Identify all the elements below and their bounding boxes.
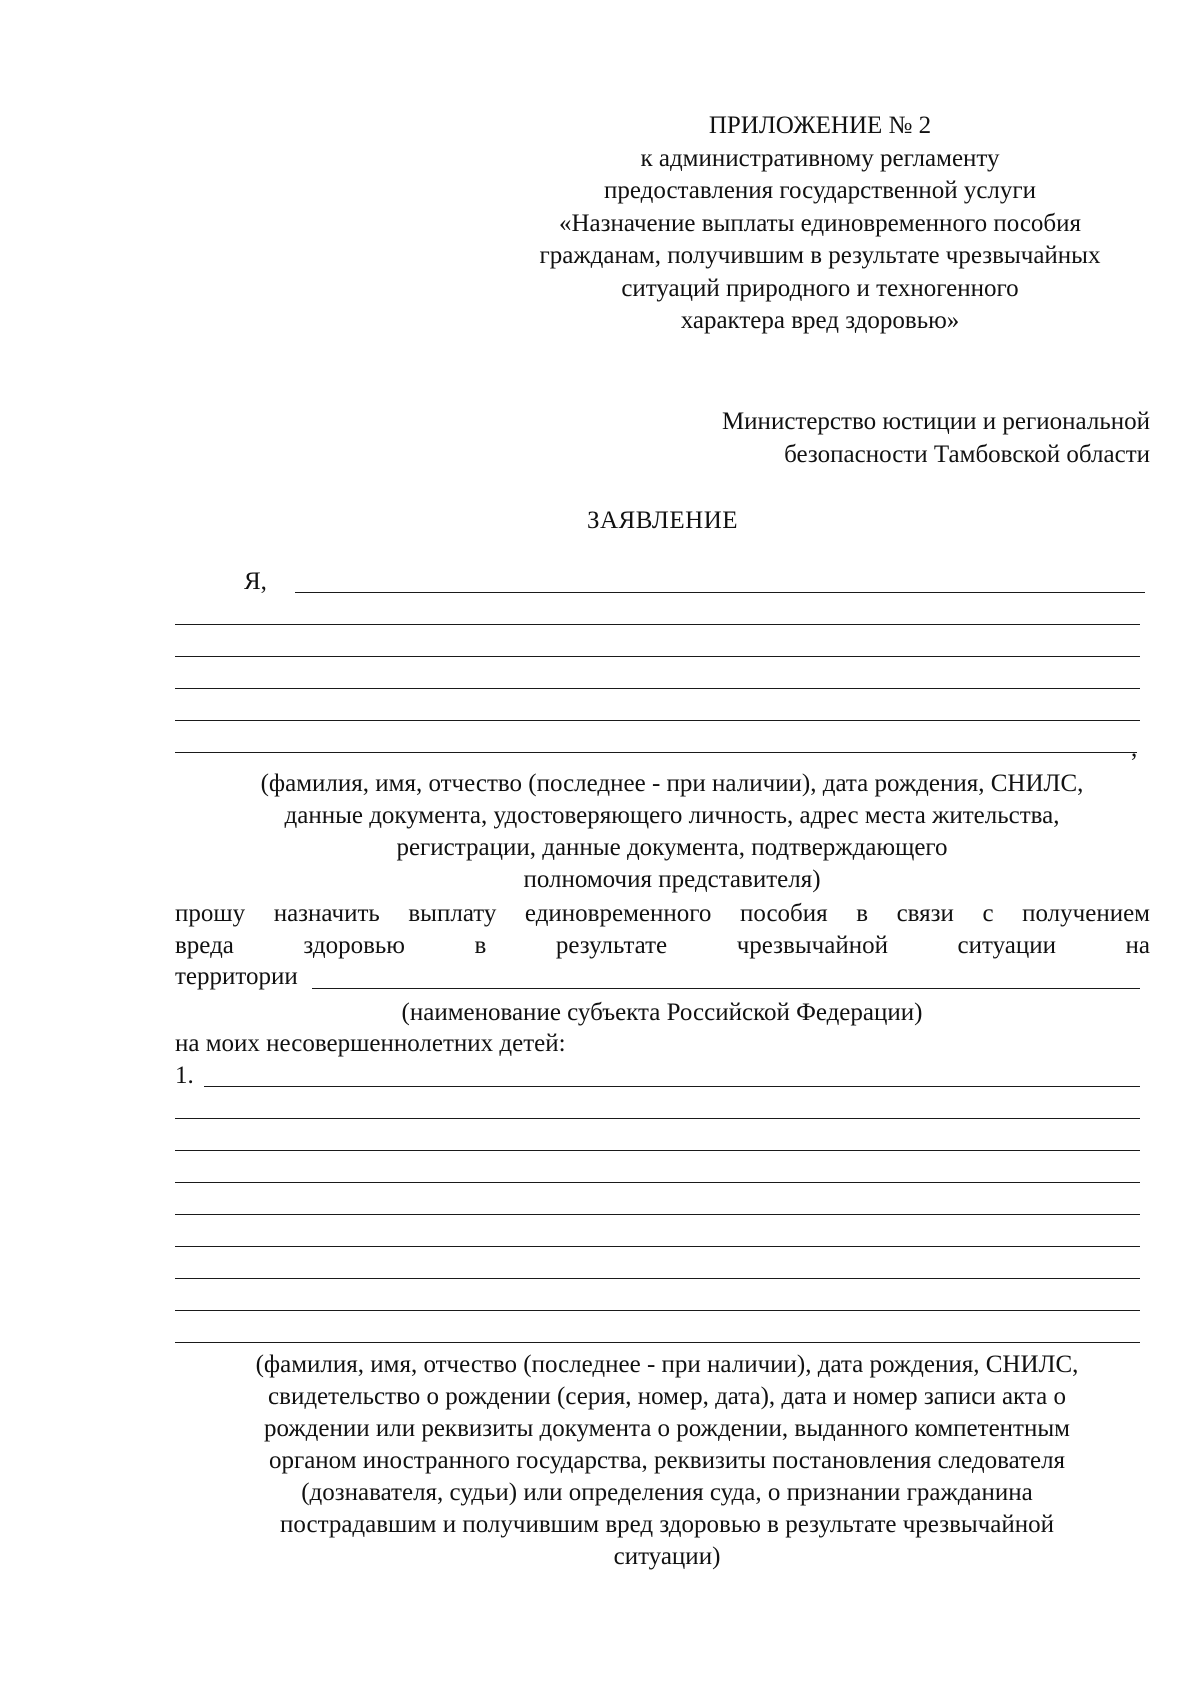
applicant-details-field[interactable]: [175, 656, 1140, 657]
children-label: на моих несовершеннолетних детей:: [175, 1030, 566, 1057]
applicant-caption: [172, 768, 1172, 896]
applicant-details-field[interactable]: [175, 624, 1140, 625]
caption-line: (фамилия, имя, отчество (последнее - при наличии), дата рождения, СНИЛС,: [260, 770, 1084, 797]
appendix-line: «Назначение выплаты единовременного пособия: [558, 209, 1082, 237]
child-number: 1.: [175, 1062, 194, 1089]
child-info-field[interactable]: [175, 1214, 1140, 1215]
appendix-line: предоставления государственной услуги: [603, 177, 1037, 204]
child-info-field[interactable]: [175, 1182, 1140, 1183]
caption-line: органом иностранного государства, реквизиты постановления следователя: [268, 1447, 1066, 1474]
appendix-line: к административному регламенту: [640, 144, 1000, 172]
applicant-details-field[interactable]: [175, 752, 1137, 753]
appendix-line: ситуаций природного и техногенного: [621, 274, 1019, 302]
child-info-field[interactable]: [175, 1118, 1140, 1119]
child-info-field[interactable]: [175, 1246, 1140, 1247]
document-title: ЗАЯВЛЕНИЕ: [586, 507, 739, 534]
child-info-field[interactable]: [204, 1086, 1140, 1087]
caption-line: полномочия представителя): [523, 866, 821, 893]
child-info-field[interactable]: [175, 1278, 1140, 1279]
applicant-details-field[interactable]: [175, 720, 1140, 721]
territory-caption: (наименование субъекта Российской Федерации): [401, 999, 923, 1026]
caption-line: рождении или реквизиты документа о рождении, выданного компетентным: [264, 1415, 1070, 1442]
trailing-comma: ,: [1131, 735, 1138, 762]
child-info-field[interactable]: [175, 1342, 1140, 1343]
children-caption: [172, 1349, 1162, 1573]
child-info-field[interactable]: [175, 1150, 1140, 1151]
caption-line: свидетельство о рождении (серия, номер, дата), дата и номер записи акта о: [268, 1383, 1066, 1410]
territory-label: территории: [175, 963, 298, 990]
territory-field[interactable]: [312, 988, 1140, 989]
child-info-field[interactable]: [175, 1310, 1140, 1311]
request-text-line: прошу назначить выплату единовременного пособия в связи с получением: [175, 900, 1150, 927]
caption-line: регистрации, данные документа, подтверждающего: [396, 834, 948, 861]
appendix-line: гражданам, получившим в результате чрезвычайных: [539, 242, 1101, 269]
addressee-line: безопасности Тамбовской области: [784, 441, 1150, 468]
request-text-line: вреда здоровью в результате чрезвычайной ситуации на: [175, 932, 1150, 959]
applicant-details-field[interactable]: [175, 688, 1140, 689]
caption-line: (дознавателя, судьи) или определения суда, о признании гражданина: [301, 1479, 1033, 1506]
addressee-line: Министерство юстиции и региональной: [721, 408, 1150, 435]
caption-line: данные документа, удостоверяющего личность, адрес места жительства,: [284, 802, 1060, 829]
caption-line: пострадавшим и получившим вред здоровью в результате чрезвычайной: [279, 1511, 1054, 1538]
addressee-block: [722, 405, 1150, 471]
applicant-name-field[interactable]: [295, 592, 1145, 593]
caption-line: ситуации): [613, 1543, 721, 1570]
caption-line: (фамилия, имя, отчество (последнее - при наличии), дата рождения, СНИЛС,: [255, 1351, 1079, 1378]
applicant-prefix: Я,: [244, 568, 267, 595]
appendix-title: ПРИЛОЖЕНИЕ № 2: [708, 112, 932, 139]
appendix-header: [480, 110, 1160, 338]
appendix-line: характера вред здоровью»: [680, 307, 960, 334]
